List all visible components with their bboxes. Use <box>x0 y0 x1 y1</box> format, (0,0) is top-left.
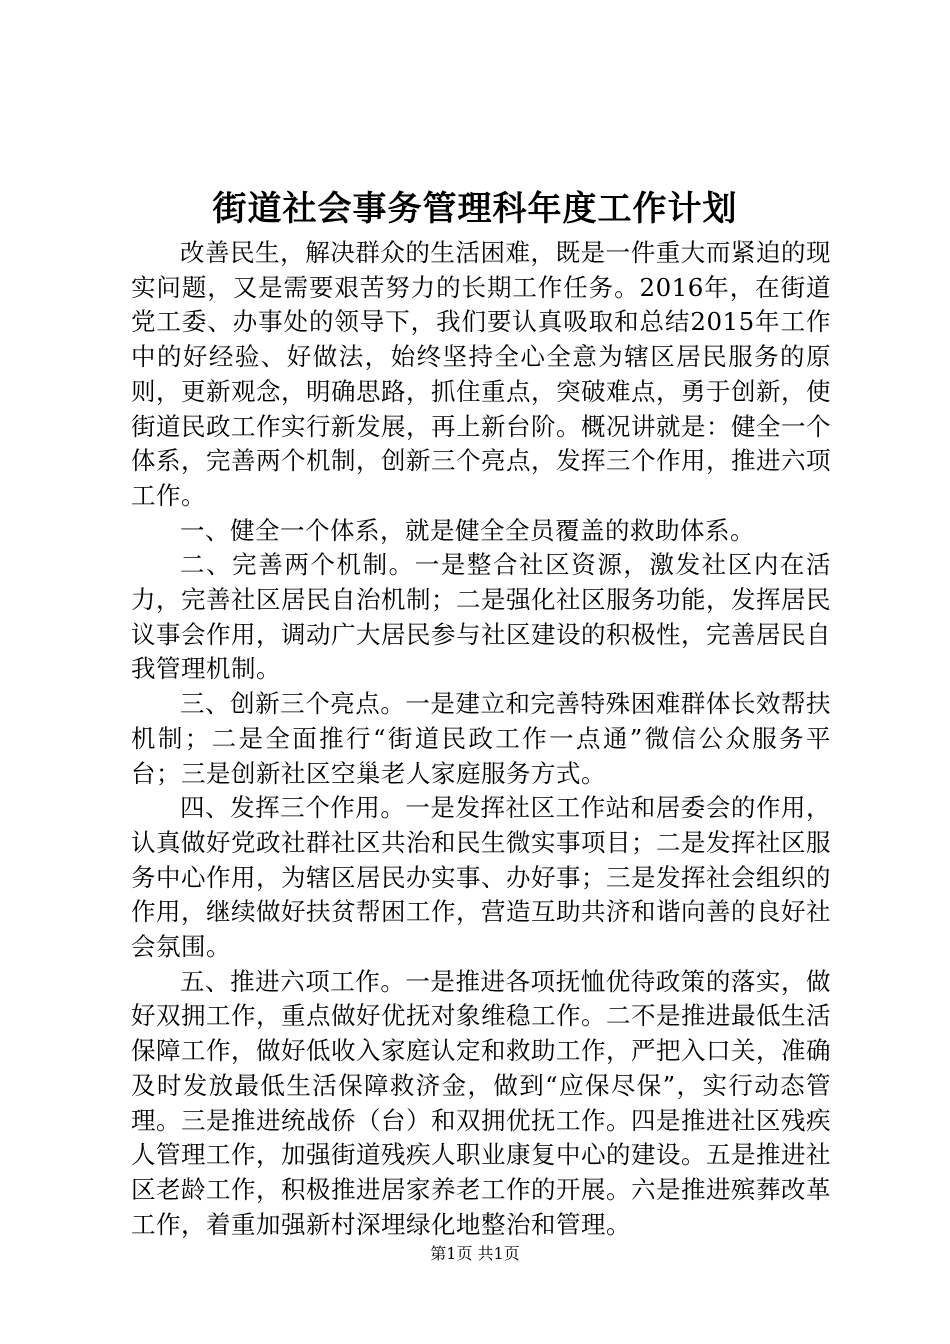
paragraph-section-1: 一、健全一个体系，就是健全全员覆盖的救助体系。 <box>180 515 755 545</box>
paragraph-section-5: 五、推进六项工作。一是推进各项抚恤优待政策的落实，做好双拥工作，重点做好优抚对象维稳工作。二不是推进最低生活保障工作，做好低收入家庭认定和救助工作，严把入口关，准确及时发放最低生活保障救济金，做到“应保尽保”，实行动态管理。三是推进统战侨（台）和双拥优抚工作。四是推进社区残疾人管理工作，加强街道残疾人职业康复中心的建设。五是推进社区老龄工作，积极推进居家养老工作的开展。六是推进殡葬改革工作，着重加强新村深埋绿化地整治和管理。 <box>131 966 831 1239</box>
paragraph-section-3: 三、创新三个亮点。一是建立和完善特殊困难群体长效帮扶机制；二是全面推行“街道民政工作一点通”微信公众服务平台；三是创新社区空巢老人家庭服务方式。 <box>131 689 831 788</box>
document-title: 街道社会事务管理科年度工作计划 <box>212 189 738 229</box>
page-footer: 第1页 共1页 <box>430 1244 520 1263</box>
document-body <box>131 236 831 1242</box>
paragraph-section-4: 四、发挥三个作用。一是发挥社区工作站和居委会的作用，认真做好党政社群社区共治和民生微实事项目；二是发挥社区服务中心作用，为辖区居民办实事、办好事；三是发挥社会组织的作用，继续做好扶贫帮困工作，营造互助共济和谐向善的良好社会氛围。 <box>131 793 831 962</box>
paragraph-section-2: 二、完善两个机制。一是整合社区资源，激发社区内在活力，完善社区居民自治机制；二是强化社区服务功能，发挥居民议事会作用，调动广大居民参与社区建设的积极性，完善居民自我管理机制。 <box>131 550 831 684</box>
paragraph-intro: 改善民生，解决群众的生活困难，既是一件重大而紧迫的现实问题，又是需要艰苦努力的长期工作任务。2016年，在街道党工委、办事处的领导下，我们要认真吸取和总结2015年工作中的好经验、好做法，始终坚持全心全意为辖区居民服务的原则，更新观念，明确思路，抓住重点，突破难点，勇于创新，使街道民政工作实行新发展，再上新台阶。概况讲就是：健全一个体系，完善两个机制，创新三个亮点，发挥三个作用，推进六项工作。 <box>131 238 831 510</box>
